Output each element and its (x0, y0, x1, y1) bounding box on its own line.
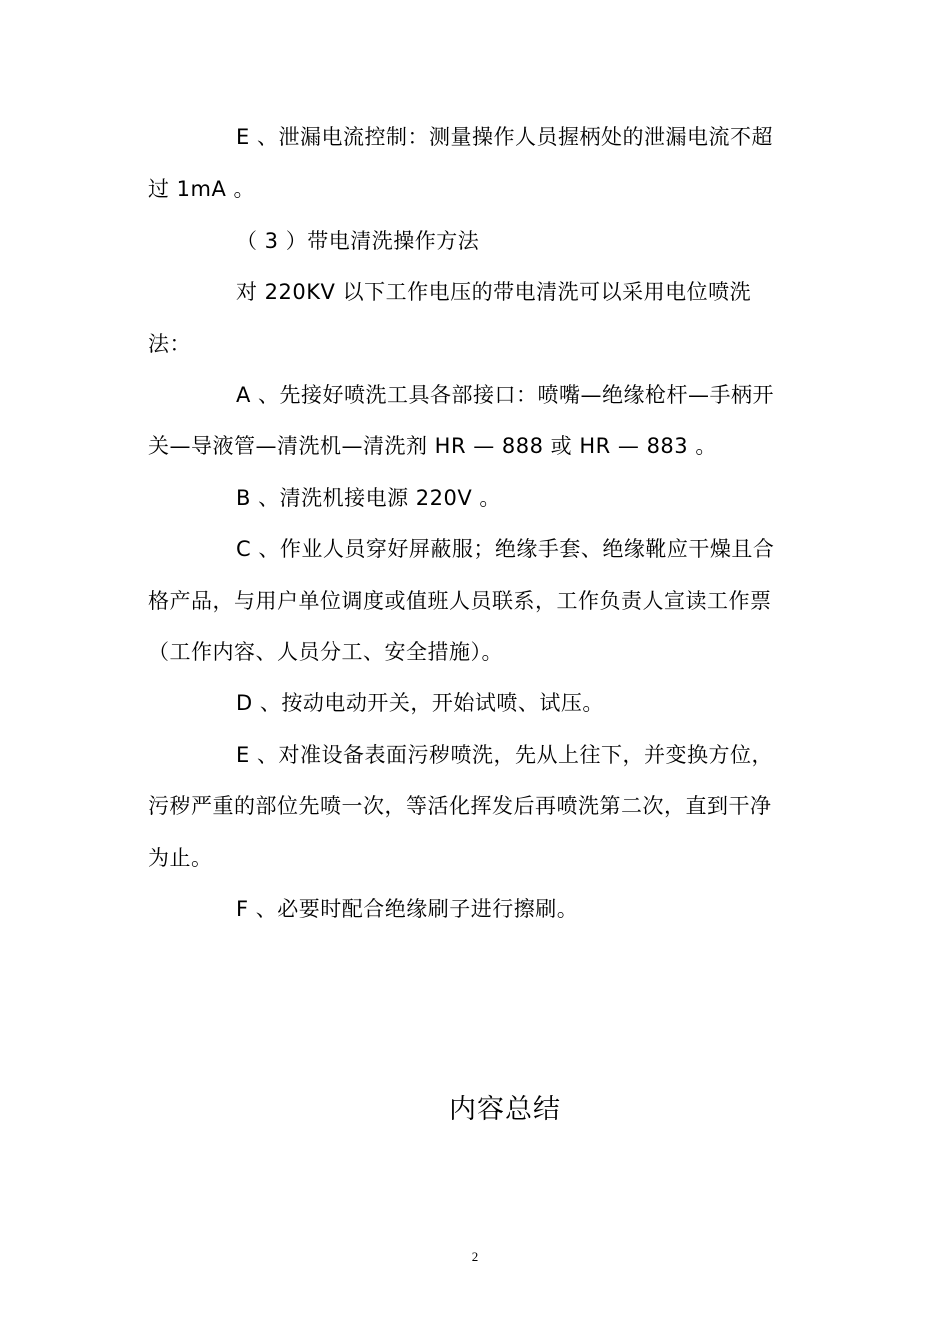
summary-title: 内容总结 (449, 1094, 561, 1125)
paragraph-intro-line-1: 对 220KV 以下工作电压的带电清洗可以采用电位喷洗 (236, 280, 752, 304)
paragraph-a-line-1: A 、先接好喷洗工具各部接口：喷嘴—绝缘枪杆—手柄开 (236, 383, 775, 407)
paragraph-c-line-2: 格产品，与用户单位调度或值班人员联系，工作负责人宣读工作票 (148, 589, 772, 613)
section-heading-3: （ 3 ）带电清洗操作方法 (236, 229, 480, 253)
paragraph-e-leakage-line-2: 过 1mA 。 (148, 177, 256, 201)
paragraph-c-line-3: （工作内容、人员分工、安全措施）。 (148, 640, 503, 664)
paragraph-e-spray-line-2: 污秽严重的部位先喷一次，等活化挥发后再喷洗第二次，直到干净 (148, 794, 772, 818)
paragraph-intro-line-2: 法： (148, 332, 191, 356)
paragraph-e-spray-line-3: 为止。 (148, 846, 213, 870)
paragraph-e-leakage-line-1: E 、泄漏电流控制：测量操作人员握柄处的泄漏电流不超 (236, 125, 773, 149)
paragraph-d-line-1: D 、按动电动开关，开始试喷、试压。 (236, 691, 604, 715)
paragraph-c-line-1: C 、作业人员穿好屏蔽服；绝缘手套、绝缘靴应干燥且合 (236, 537, 775, 561)
paragraph-b-line-1: B 、清洗机接电源 220V 。 (236, 486, 501, 510)
paragraph-e-spray-line-1: E 、对准设备表面污秽喷洗，先从上往下，并变换方位， (236, 743, 773, 767)
paragraph-a-line-2: 关—导液管—清洗机—清洗剂 HR — 888 或 HR — 883 。 (148, 434, 717, 458)
page-number: 2 (471, 1249, 479, 1264)
paragraph-f-line-1: F 、必要时配合绝缘刷子进行擦刷。 (236, 897, 579, 921)
